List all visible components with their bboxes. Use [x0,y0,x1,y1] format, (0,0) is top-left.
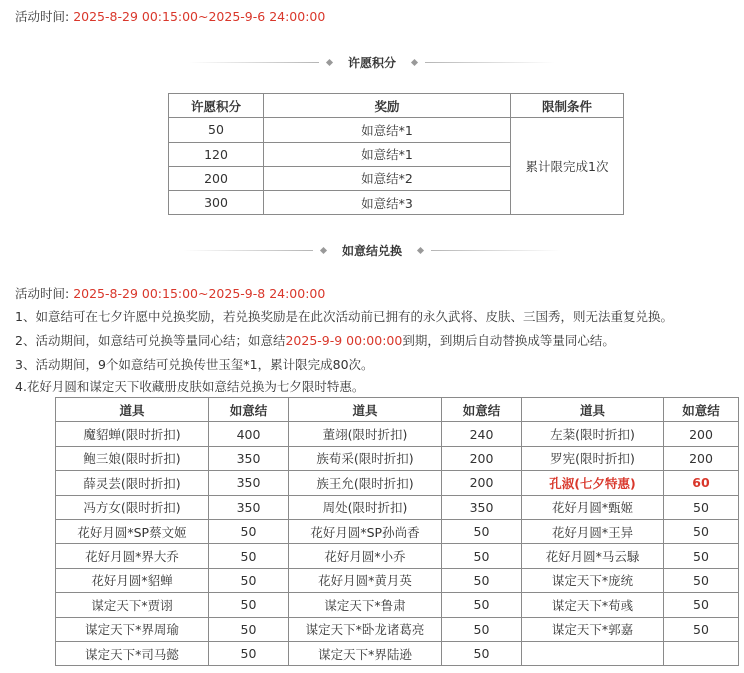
item-cell: 鲍三娘(限时折扣) [56,446,209,470]
item-cell: 谋定天下*界周瑜 [56,617,209,641]
item-cell: 族荀采(限时折扣) [289,446,442,470]
divider-right [431,250,561,251]
cost-cell: 200 [442,471,522,495]
item-cell: 花好月圆*黄月英 [289,568,442,592]
table-row [56,593,739,617]
item-cell: 谋定天下*界陆逊 [289,641,442,665]
rule-2-date: 2025-9-9 00:00:00 [285,333,403,348]
cost-cell: 50 [209,617,289,641]
cost-cell: 350 [442,495,522,519]
points-cell: 200 [169,166,264,190]
rule-4: 4.花好月圆和谋定天下收藏册皮肤如意结兑换为七夕限时特惠。 [15,379,365,394]
cost-cell: 350 [209,471,289,495]
divider-left [189,62,319,63]
item-cell: 孔淑(七夕特惠) [522,471,664,495]
cost-cell: 50 [209,568,289,592]
reward-cell: 如意结*1 [264,142,511,166]
cost-cell: 50 [664,568,739,592]
cost-cell [664,641,739,665]
reward-cell: 如意结*3 [264,191,511,215]
cost-cell: 200 [442,446,522,470]
table-row [56,446,739,470]
table-header-row [56,398,739,422]
item-cell: 花好月圆*小乔 [289,544,442,568]
event-time-line [15,7,325,25]
exchange-table [55,397,739,666]
column-header: 如意结 [664,398,739,422]
item-cell: 薛灵芸(限时折扣) [56,471,209,495]
item-cell: 魔貂蝉(限时折扣) [56,422,209,446]
wish-section-title-text: 许愿积分 [347,56,396,70]
cost-cell: 60 [664,471,739,495]
column-header: 限制条件 [511,94,624,118]
item-cell: 花好月圆*马云騄 [522,544,664,568]
rule-3: 3、活动期间，9个如意结可兑换传世玉玺*1，累计限完成80次。 [15,357,374,372]
event-time-label: 活动时间: [15,9,70,24]
item-cell: 花好月圆*甄姬 [522,495,664,519]
column-header: 道具 [289,398,442,422]
table-header-row [169,94,624,118]
table-row [169,118,624,142]
cost-cell: 50 [442,593,522,617]
item-cell: 谋定天下*卧龙诸葛亮 [289,617,442,641]
item-cell: 谋定天下*鲁肃 [289,593,442,617]
cost-cell: 50 [442,568,522,592]
exchange-time-label: 活动时间: [15,286,70,301]
cost-cell: 50 [664,593,739,617]
reward-cell: 如意结*1 [264,118,511,142]
cost-cell: 50 [442,641,522,665]
item-cell: 董翊(限时折扣) [289,422,442,446]
reward-cell: 如意结*2 [264,166,511,190]
item-cell: 花好月圆*貂蝉 [56,568,209,592]
rule-2 [15,331,615,349]
column-header: 道具 [522,398,664,422]
exchange-time-range: 2025-8-29 00:15:00~2025-9-8 24:00:00 [73,286,326,301]
divider-right [425,62,555,63]
table-row [56,617,739,641]
column-header: 如意结 [209,398,289,422]
cost-cell: 50 [209,544,289,568]
cost-cell: 50 [664,544,739,568]
table-row [56,568,739,592]
column-header: 道具 [56,398,209,422]
exchange-section-title [0,242,744,259]
cost-cell: 240 [442,422,522,446]
item-cell: 左棻(限时折扣) [522,422,664,446]
item-cell: 花好月圆*SP蔡文姬 [56,519,209,543]
item-cell: 冯方女(限时折扣) [56,495,209,519]
cost-cell: 50 [442,519,522,543]
item-cell: 周处(限时折扣) [289,495,442,519]
item-cell: 谋定天下*荀彧 [522,593,664,617]
table-row [56,495,739,519]
cost-cell: 50 [442,544,522,568]
limit-cell: 累计限完成1次 [511,118,624,215]
cost-cell: 50 [664,495,739,519]
diamond-icon [417,247,424,254]
diamond-icon [326,59,333,66]
divider-left [183,250,313,251]
cost-cell: 200 [664,446,739,470]
item-cell: 花好月圆*王异 [522,519,664,543]
cost-cell: 50 [209,593,289,617]
table-row [56,422,739,446]
cost-cell: 400 [209,422,289,446]
column-header: 许愿积分 [169,94,264,118]
item-cell [522,641,664,665]
table-row [56,544,739,568]
wish-section-title [0,54,744,71]
cost-cell: 50 [209,641,289,665]
exchange-section-title-text: 如意结兑换 [341,244,402,258]
cost-cell: 50 [209,519,289,543]
item-cell: 谋定天下*贾诩 [56,593,209,617]
item-cell: 花好月圆*SP孙尚香 [289,519,442,543]
table-row [56,471,739,495]
cost-cell: 50 [664,519,739,543]
item-cell: 罗宪(限时折扣) [522,446,664,470]
item-cell: 谋定天下*庞统 [522,568,664,592]
column-header: 如意结 [442,398,522,422]
diamond-icon [320,247,327,254]
cost-cell: 350 [209,495,289,519]
event-time-range: 2025-8-29 00:15:00~2025-9-6 24:00:00 [73,9,326,24]
rule-2-text: 2、活动期间，如意结可兑换等量同心结；如意结 [15,333,286,348]
table-row [56,641,739,665]
table-row [56,519,739,543]
wish-points-table [168,93,624,215]
exchange-time-line [15,284,325,302]
cost-cell: 350 [209,446,289,470]
item-cell: 花好月圆*界大乔 [56,544,209,568]
item-cell: 谋定天下*司马懿 [56,641,209,665]
column-header: 奖励 [264,94,511,118]
points-cell: 300 [169,191,264,215]
cost-cell: 50 [442,617,522,641]
rule-2-text-end: 到期，到期后自动替换成等量同心结。 [402,333,615,348]
item-cell: 族王允(限时折扣) [289,471,442,495]
cost-cell: 50 [664,617,739,641]
cost-cell: 200 [664,422,739,446]
rule-1: 1、如意结可在七夕许愿中兑换奖励，若兑换奖励是在此次活动前已拥有的永久武将、皮肤、三国秀，则无法重复兑换。 [15,309,673,324]
diamond-icon [411,59,418,66]
item-cell: 谋定天下*郭嘉 [522,617,664,641]
points-cell: 120 [169,142,264,166]
points-cell: 50 [169,118,264,142]
